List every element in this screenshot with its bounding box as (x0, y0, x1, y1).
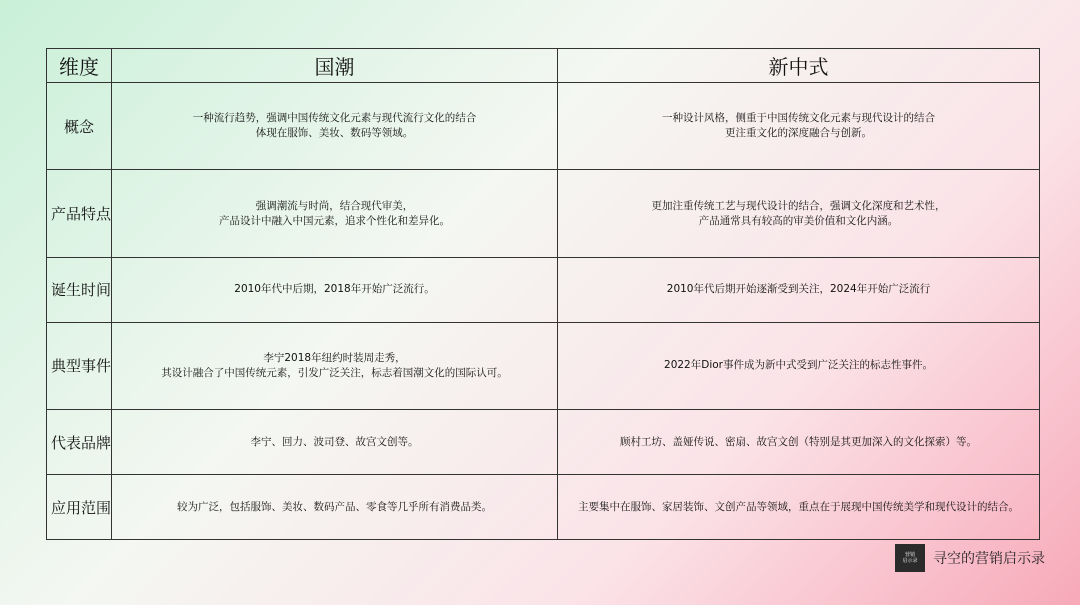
row-dimension: 诞生时间 (47, 257, 112, 322)
table-row (47, 322, 1040, 409)
xinzhongshi-cell: 一种设计风格，侧重于中国传统文化元素与现代设计的结合 更注重文化的深度融合与创新。 (558, 83, 1040, 170)
guochao-cell: 李宁、回力、波司登、故宫文创等。 (112, 410, 558, 475)
row-dimension: 概念 (47, 83, 112, 170)
xinzhongshi-cell: 2022年Dior事件成为新中式受到广泛关注的标志性事件。 (558, 322, 1040, 409)
table-row (47, 410, 1040, 475)
brand-logo-line1: 营销 (904, 552, 915, 558)
brand-name: 寻空的营销启示录 (933, 551, 1045, 567)
table-row (47, 170, 1040, 257)
brand-watermark (895, 544, 1045, 572)
comparison-table (46, 48, 1040, 540)
brand-logo (895, 544, 925, 572)
xinzhongshi-cell: 主要集中在服饰、家居装饰、文创产品等领域，重点在于展现中国传统美学和现代设计的结合。 (558, 475, 1040, 540)
table-row (47, 475, 1040, 540)
guochao-cell: 强调潮流与时尚，结合现代审美， 产品设计中融入中国元素，追求个性化和差异化。 (112, 170, 558, 257)
header-guochao: 国潮 (112, 49, 558, 83)
xinzhongshi-cell: 顾村工坊、盖娅传说、密扇、故宫文创（特别是其更加深入的文化探索）等。 (558, 410, 1040, 475)
header-dimension: 维度 (47, 49, 112, 83)
guochao-cell: 一种流行趋势，强调中国传统文化元素与现代流行文化的结合 体现在服饰、美妆、数码等领域。 (112, 83, 558, 170)
row-dimension: 应用范围 (47, 475, 112, 540)
header-xinzhongshi: 新中式 (558, 49, 1040, 83)
xinzhongshi-cell: 2010年代后期开始逐渐受到关注，2024年开始广泛流行 (558, 257, 1040, 322)
table-row (47, 257, 1040, 322)
brand-logo-line2: 启示录 (902, 558, 918, 564)
table-row (47, 83, 1040, 170)
guochao-cell: 较为广泛，包括服饰、美妆、数码产品、零食等几乎所有消费品类。 (112, 475, 558, 540)
guochao-cell: 2010年代中后期，2018年开始广泛流行。 (112, 257, 558, 322)
row-dimension: 典型事件 (47, 322, 112, 409)
table-header-row (47, 49, 1040, 83)
xinzhongshi-cell: 更加注重传统工艺与现代设计的结合，强调文化深度和艺术性， 产品通常具有较高的审美价值和文化内涵。 (558, 170, 1040, 257)
row-dimension: 产品特点 (47, 170, 112, 257)
guochao-cell: 李宁2018年纽约时装周走秀， 其设计融合了中国传统元素，引发广泛关注，标志着国潮文化的国际认可。 (112, 322, 558, 409)
row-dimension: 代表品牌 (47, 410, 112, 475)
